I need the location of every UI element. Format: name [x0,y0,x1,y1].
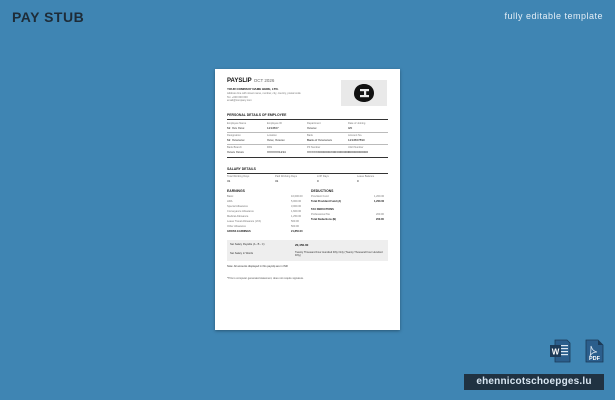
company-logo [341,80,387,106]
section-title-employee: PERSONAL DETAILS OF EMPLOYEE [227,113,287,117]
deduction-total-label: Total Provident Fund (A) [311,200,342,203]
net-words-value: Twenty Thousand Four Hundred Fifty Only (Twenty Thousand Four Hundred Fifty) [295,251,383,258]
field-value: 31 [275,179,279,183]
deduction-total-value: 1,200.00 [374,200,385,203]
divider [227,173,388,174]
svg-text:PDF: PDF [589,356,600,362]
field-value: 1234567 [267,126,279,130]
field-label: PAN [267,146,273,149]
payslip-period: OCT 2026 [253,78,275,83]
net-salary-value: 20,450.00 [295,242,309,247]
field-label: Leave Balance [357,175,375,178]
field-value: Xxxxxx [307,126,317,130]
gross-earnings-label: GROSS EARNINGS [227,230,251,233]
divider [227,157,388,158]
pdf-icon[interactable] [583,339,605,363]
payslip-note: Note: All amounts displayed in this payslip are in INR [227,265,288,268]
tax-total-value: 200.00 [376,218,384,221]
header-subtitle: fully editable template [504,11,603,21]
header-title: PAY STUB [12,9,85,25]
payslip-footer: *This is computer generated statement, does not require signature. [227,277,304,280]
company-name: YOUR COMPANY NAME HERE, LTD. [227,87,279,91]
field-value: Mr. Xxx Xxxx [227,126,245,130]
logo-icon [351,82,377,104]
earnings-title: EARNINGS [227,189,245,193]
field-label: Total Working Days [227,175,250,178]
earning-label: Conveyance Allowance [227,210,254,213]
field-value: 31 [227,179,231,183]
field-value: Bank of Xxxxxxxxx [307,138,333,142]
earning-value: 10,000.00 [291,195,303,198]
earning-label: Special Allowance [227,205,248,208]
field-value: 000000000000 [348,150,369,154]
address-line: Tel. +000 000 000 [227,95,248,99]
field-label: Date of Joining [348,122,366,125]
field-label: Paid Working Days [275,175,298,178]
address-line: email@company.com [227,99,252,102]
earning-label: HRA [227,200,233,203]
earning-value: 500.00 [291,225,299,228]
divider [227,119,388,120]
field-value: 1234567890 [348,138,365,142]
field-label: PF Number [307,146,321,149]
deduction-value: 1,200.00 [374,195,385,198]
field-value: XX/XXX/0000000/000/0000000 [307,150,349,154]
field-label: Bank [307,134,313,137]
field-value: XXXXXX1234 [267,150,286,154]
tax-deductions-title: TAX DEDUCTIONS [311,208,334,211]
field-label: Employee Name [227,122,247,125]
earning-value: 1,600.00 [291,210,302,213]
field-label: Department [307,122,321,125]
deductions-title: DEDUCTIONS [311,189,334,193]
earning-label: Medical Allowance [227,215,249,218]
field-label: Employee ID [267,122,282,125]
earning-label: Basic [227,195,234,198]
gross-earnings-value: 21,850.00 [291,230,303,233]
tax-label: Professional Tax [311,213,330,216]
field-value: 0 [357,179,359,183]
field-label: Bank Branch [227,146,242,149]
earning-value: 500.00 [291,220,299,223]
field-value: Xxxxx Xxxxx [227,150,244,154]
field-label: Designation [227,134,241,137]
field-value: Mr. Xxxxxxxx [227,138,245,142]
watermark-badge: ehennicotschoepges.lu [464,374,604,390]
earning-value: 3,000.00 [291,205,302,208]
deduction-label: Provident Fund [311,195,329,198]
address-line: Address line with street name, number, city, country, postal code [227,92,301,95]
earning-label: Leave Travel Allowance (LTA) [227,220,262,223]
section-title-salary: SALARY DETAILS [227,167,256,171]
earning-label: Other Allowance [227,225,246,228]
field-label: LOP Days [317,175,329,178]
word-icon[interactable] [549,339,571,363]
payslip-title: PAYSLIP OCT 2026 [227,78,275,84]
earning-value: 1,250.00 [291,215,302,218]
field-value: 0 [317,179,319,183]
tax-value: 200.00 [376,213,384,216]
net-salary-label: Net Salary Payable (A - B - C) [230,243,265,246]
field-value: 0/0 [348,126,353,130]
field-label: Account No. [348,134,363,137]
field-label: Location [267,134,277,137]
field-value: Xxxx, Xxxxxx [267,138,285,142]
earning-value: 5,000.00 [291,200,302,203]
svg-text:W: W [551,347,560,357]
net-words-label: Net Salary in Words [230,252,254,255]
tax-total-label: Total Deductions (B) [311,218,337,221]
field-label: UAN Number [348,146,364,149]
payslip-document [215,69,400,330]
